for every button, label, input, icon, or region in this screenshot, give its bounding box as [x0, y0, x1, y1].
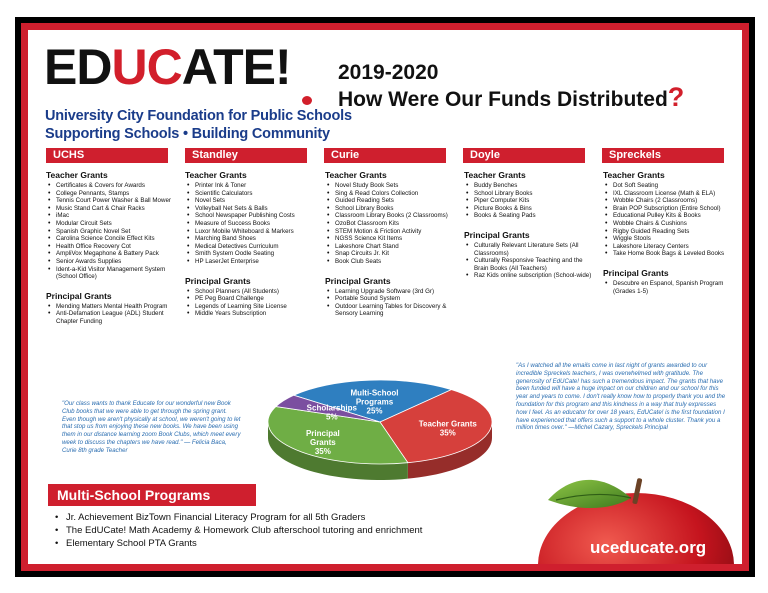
school-header-uchs: UCHS	[46, 148, 168, 163]
grant-item: • Scientific Calculators	[195, 190, 317, 198]
multi-school-item: • The EdUCate! Math Academy & Homework Club afterschool tutoring and enrichment	[66, 524, 422, 537]
grant-item: • Culturally Responsive Teaching and the Brain Books (All Teachers)	[474, 257, 596, 272]
multi-school-item: • Elementary School PTA Grants	[66, 537, 422, 550]
logo-tagline-2: Supporting Schools • Building Community	[45, 126, 330, 142]
grant-item: • Medical Detectives Curriculum	[195, 243, 317, 251]
pie-label-0: Multi-School Programs 25%	[350, 388, 399, 416]
school-header-curie: Curie	[324, 148, 446, 163]
multi-school-item: • Jr. Achievement BizTown Financial Literacy Program for all 5th Graders	[66, 511, 422, 524]
school-column-doyle	[464, 170, 596, 286]
quote-spreckels: "As I watched all the emails come in last night of grants awarded to our incredible Spreckels teachers, I was overwhelmed with gratitude. The generosity of EdUCate! has such a tremendous impact. The grants that have been funded will have a huge impact on our children and our school for this year and years to come. I don't really know how to properly thank you and the foundation for this program and this kindness in a way that truly expresses how I feel. As an educator for over 18 years, EdUCate! is the first foundation I have experienced that offers such a support to a whole cluster. Thank you a million times over." —Michel Cazary, Spreckels Principal	[516, 362, 726, 432]
page-heading	[338, 60, 684, 112]
grant-list	[603, 280, 735, 295]
grant-item: • Wiggle Stools	[613, 235, 735, 243]
grant-list	[185, 288, 317, 318]
grant-item: • Raz Kids online subscription (School-wide)	[474, 272, 596, 280]
grant-item: • Novel Sets	[195, 197, 317, 205]
grant-item: • HP LaserJet Enterprise	[195, 258, 317, 266]
grant-item: • Outdoor Learning Tables for Discovery & Sensory Learning	[335, 303, 457, 318]
grant-list	[46, 182, 178, 281]
grant-list	[603, 182, 735, 258]
grant-section-title: Principal Grants	[464, 229, 530, 240]
grant-item: • School Newspaper Publishing Costs	[195, 212, 317, 220]
grant-item: • Legends of Learning Site License	[195, 303, 317, 311]
grant-section-title: Principal Grants	[325, 275, 391, 286]
grant-item: • iMac	[56, 212, 178, 220]
grant-item: • Smith System Oodle Seating	[195, 250, 317, 258]
logo-tagline-1: University City Foundation for Public Schools	[45, 108, 352, 124]
grant-item: • PE Peg Board Challenge	[195, 295, 317, 303]
grant-item: • Guided Reading Sets	[335, 197, 457, 205]
grant-item: • Dot Soft Seating	[613, 182, 735, 190]
grant-item: • Wobble Chairs (2 Classrooms)	[613, 197, 735, 205]
grant-item: • Novel Study Book Sets	[335, 182, 457, 190]
grant-list	[325, 288, 457, 318]
grant-item: • Tennis Court Power Washer & Ball Mower	[56, 197, 178, 205]
grant-section-title: Teacher Grants	[46, 170, 108, 180]
grant-item: • School Library Books	[474, 190, 596, 198]
grant-section-title: Teacher Grants	[325, 170, 387, 180]
grant-item: • Ident-a-Kid Visitor Management System (School Office)	[56, 266, 178, 281]
grant-item: • Middle Years Subscription	[195, 310, 317, 318]
grant-item: • Spanish Graphic Novel Set	[56, 228, 178, 236]
grant-list	[464, 242, 596, 280]
pie-label-2: Principal Grants 35%	[305, 428, 340, 456]
school-header-doyle: Doyle	[463, 148, 585, 163]
grant-item: • Lakeshore Literacy Centers	[613, 243, 735, 251]
grant-item: • IXL Classroom License (Math & ELA)	[613, 190, 735, 198]
grant-item: • Brain POP Subscription (Entire School)	[613, 205, 735, 213]
logo-apple-icon	[302, 96, 312, 105]
grant-item: • OzoBot Classroom Kits	[335, 220, 457, 228]
page-title: How Were Our Funds Distributed?	[338, 82, 685, 112]
grant-item: • Mending Matters Mental Health Program	[56, 303, 178, 311]
grant-item: • STEM Motion & Friction Activity	[335, 228, 457, 236]
grant-item: • School Library Books	[335, 205, 457, 213]
grant-item: • Culturally Relevant Literature Sets (All Classrooms)	[474, 242, 596, 257]
question-mark: ?	[667, 82, 685, 112]
grant-item: • Modular Circuit Sets	[56, 220, 178, 228]
grant-section-title: Teacher Grants	[603, 170, 665, 180]
grant-item: • Piper Computer Kits	[474, 197, 596, 205]
grant-item: • Descubre en Espanol, Spanish Program (Grades 1-5)	[613, 280, 735, 295]
quote-curie: "Our class wants to thank Educate for our wonderful new Book Club books that we were able to get through the spring grant. Even though we aren't physically at school, we weren't going to let that stop us from enjoying these new books. We have been using them in our distance learning zoom Book Clubs, which meet every week to discuss the chapters we have read." — Felicia Baca, Curie 8th grade Teacher	[62, 400, 241, 454]
grant-list	[325, 182, 457, 266]
grant-item: • Luxor Mobile Whiteboard & Markers	[195, 228, 317, 236]
grant-item: • Volleyball Net Sets & Balls	[195, 205, 317, 213]
school-column-uchs	[46, 170, 178, 332]
website-url: uceducate.org	[590, 538, 707, 557]
grant-item: • College Pennants, Stamps	[56, 190, 178, 198]
pie-label-1: Teacher Grants 35%	[418, 419, 477, 438]
grant-item: • Measure of Success Books	[195, 220, 317, 228]
grant-item: • Printer Ink & Toner	[195, 182, 317, 190]
multi-school-title: Multi-School Programs	[48, 484, 256, 506]
logo-wordmark: EDUCATE!	[44, 39, 291, 95]
funds-pie-chart	[254, 372, 506, 494]
grant-item: • Senior Awards Supplies	[56, 258, 178, 266]
grant-item: • Health Office Recovery Cot	[56, 243, 178, 251]
page-year: 2019-2020	[338, 61, 439, 84]
grant-item: • Lakeshore Chart Stand	[335, 243, 457, 251]
grant-item: • Rigby Guided Reading Sets	[613, 228, 735, 236]
grant-item: • Anti-Defamation League (ADL) Student Chapter Funding	[56, 310, 178, 325]
grant-section-title: Teacher Grants	[185, 170, 247, 180]
grant-item: • Music Stand Cart & Chair Racks	[56, 205, 178, 213]
grant-item: • AmpliVox Megaphone & Battery Pack	[56, 250, 178, 258]
school-header-spreckels: Spreckels	[602, 148, 724, 163]
grant-section-title: Principal Grants	[603, 267, 669, 278]
grant-list	[185, 182, 317, 266]
grant-item: • Learning Upgrade Software (3rd Gr)	[335, 288, 457, 296]
flyer-page	[28, 30, 742, 564]
grant-item: • Book Club Seats	[335, 258, 457, 266]
school-header-standley: Standley	[185, 148, 307, 163]
grant-item: • Portable Sound System	[335, 295, 457, 303]
grant-item: • Classroom Library Books (2 Classrooms)	[335, 212, 457, 220]
grant-section-title: Principal Grants	[185, 275, 251, 286]
grant-item: • Certificates & Covers for Awards	[56, 182, 178, 190]
grant-item: • Wobble Chairs & Cushions	[613, 220, 735, 228]
grant-section-title: Teacher Grants	[464, 170, 526, 180]
grant-item: • Take Home Book Bags & Leveled Books	[613, 250, 735, 258]
grant-item: • Books & Seating Pads	[474, 212, 596, 220]
grant-item: • Educational Pulley Kits & Books	[613, 212, 735, 220]
grant-item: • Snap Circuits Jr. Kit	[335, 250, 457, 258]
grant-list	[46, 303, 178, 326]
pie-label-3: Scholarships 5%	[306, 403, 357, 422]
multi-school-list	[54, 511, 422, 550]
grant-item: • Carolina Science Concile Effect Kits	[56, 235, 178, 243]
grant-list	[464, 182, 596, 220]
grant-item: • Picture Books & Bins	[474, 205, 596, 213]
school-column-spreckels	[603, 170, 735, 301]
school-column-curie	[325, 170, 457, 324]
grant-item: • Sing & Read Colors Collection	[335, 190, 457, 198]
grant-item: • Buddy Benches	[474, 182, 596, 190]
grant-item: • NGSS Science Kit Items	[335, 235, 457, 243]
school-column-standley	[185, 170, 317, 324]
grant-item: • Marching Band Shoes	[195, 235, 317, 243]
educate-logo	[44, 39, 352, 142]
grant-section-title: Principal Grants	[46, 290, 112, 301]
grant-item: • School Planners (All Students)	[195, 288, 317, 296]
